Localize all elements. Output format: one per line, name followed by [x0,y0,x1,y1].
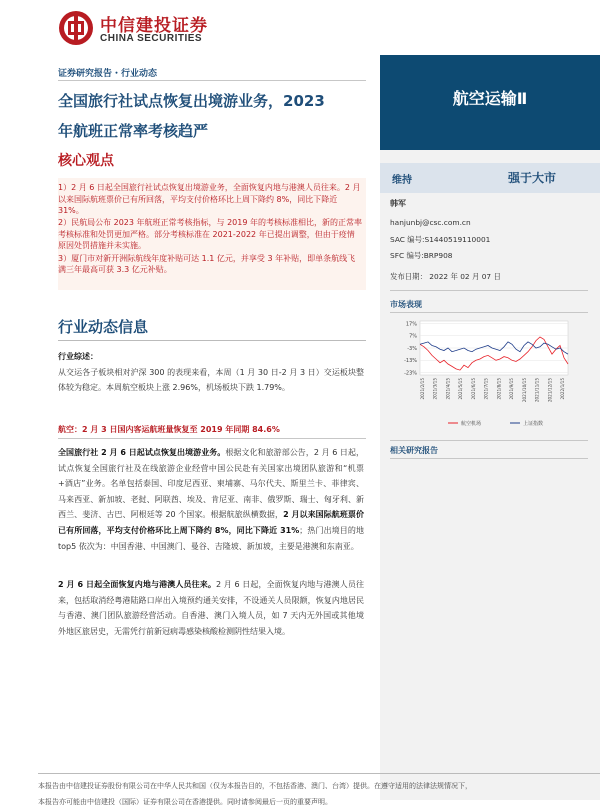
rating-action: 维持 [392,175,412,186]
paragraph-hk-macao [58,577,364,639]
report-title-line1: 全国旅行社试点恢复出境游业务，2023 [58,92,325,110]
company-logo [58,10,94,46]
chart-x-tick-label: 2021/4/15 [445,378,451,400]
rating-value: 强于大市 [508,171,557,185]
industry-summary [58,349,364,396]
footer-line2: 本报告亦可能由中信建投（国际）证券有限公司在香港提供。同时请参阅最后一页的重要声明。 [38,798,332,806]
key-point-item: 3）厦门市对新开洲际航线年度补贴可达 1.1 亿元，并享受 3 年补贴，即单条航线飞满三年最高可获 3.3 亿元补贴。 [58,253,356,275]
chart-legend-label: 上证指数 [523,421,544,427]
footer-divider [38,773,600,774]
footer-line1: 本报告由中信建投证券股份有限公司在中华人民共和国（仅为本报告目的，不包括香港、澳门、台湾）提供。在遵守适用的法律法规情况下， [38,782,472,790]
market-performance-chart [390,315,588,435]
chart-x-tick-label: 2021/10/15 [521,378,527,403]
report-type: 证券研究报告・行业动态 [58,69,158,79]
divider [58,80,366,81]
aviation-flash: 航空：2 月 3 日国内客运航班量恢复至 2019 年同期 84.6% [58,425,280,434]
market-performance-heading: 市场表现 [390,300,422,309]
publish-date: 发布日期： 2022 年 02 月 07 日 [390,272,501,281]
logo-english-name: CHINA SECURITIES [100,33,203,44]
key-points-heading: 核心观点 [58,153,114,169]
analyst-sfc: SFC 编号:BRP908 [390,251,453,260]
report-title [58,86,376,146]
para1-tail: ；热门出境目的地 top5 依次为：中国香港、中国澳门、曼谷、吉隆坡、新加坡，主要是港澳和东南亚。 [58,525,364,551]
divider [390,458,588,459]
chart-x-tick-label: 2021/9/15 [509,378,515,400]
analyst-name: 韩军 [390,199,406,208]
chart-legend-label: 航空机场 [461,421,482,427]
chart-y-tick-label: 17% [405,321,417,328]
summary-text: 从交运各子板块相对沪深 300 的表现来看，本周（1 月 30 日-2 月 3 日）交运板块整体较为稳定。本周航空板块上涨 2.96%，机场板块下跌 1.79%。 [58,367,364,393]
paragraph-outbound-tourism [58,445,364,554]
para1-lead: 全国旅行社 2 月 6 日起试点恢复出境游业务。 [58,448,226,457]
key-point-item: 1）2 月 6 日起全国旅行社试点恢复出境游业务，全面恢复内地与港澳人员往来。2 月以来国际航班票价已有所回落，平均支付价格环比上周下降约 8%，同比下降近 31%。 [58,183,361,216]
divider [390,290,588,291]
chart-y-tick-label: -13% [404,358,417,365]
key-points-list [58,182,362,276]
footer-disclaimer [38,778,598,810]
chart-x-tick-label: 2021/8/15 [496,378,502,400]
analyst-email[interactable]: hanjunbj@csc.com.cn [390,218,471,227]
chart-x-tick-label: 2021/2/15 [420,378,425,400]
para1-text: 根据文化和旅游部公告，2 月 6 日起，试点恢复全国旅行社及在线旅游企业经营中国公民赴有关国家出境团队旅游和“机票+酒店”业务。名单包括泰国、印度尼西亚、柬埔寨、马尔代夫、斯里兰卡、菲律宾、马来西亚、新加坡、老挝、阿联酋、埃及、肯尼亚、南非、俄罗斯、瑞士、匈牙利、新西兰、斐济、古巴、阿根廷等 20 个国家。根据航旅纵横数据， [58,448,364,520]
key-point-item: 2）民航局公布 2023 年航班正常考核指标，与 2019 年的考核标准相比，新的正常率考核标准和处罚更加严格。部分考核标准在 2021-2022 年已提出调整，但由于疫情原因处罚措施并未实施。 [58,218,362,251]
chart-y-tick-label: -3% [407,345,417,352]
industry-heading: 行业动态信息 [58,318,149,336]
divider [390,312,588,313]
rating-band [380,163,600,193]
chart-x-tick-label: 2021/7/15 [483,378,489,400]
chart-x-tick-label: 2021/11/15 [534,378,540,403]
summary-label: 行业综述： [58,352,98,361]
para2-lead: 2 月 6 日起全面恢复内地与港澳人员往来。 [58,580,216,589]
sidebar [380,150,600,800]
divider [58,340,366,341]
chart-x-tick-label: 2021/3/15 [432,378,438,400]
logo-chinese-name: 中信建投证券 [100,16,208,36]
chart-y-tick-label: -23% [404,370,417,377]
chart-x-tick-label: 2022/1/15 [560,378,565,400]
divider [390,440,588,441]
para2-text: 2 月 6 日起，全面恢复内地与港澳人员往来，包括取消经粤港陆路口岸出入境预约通关安排，不设通关人员限额，恢复内地居民与香港、澳门团队旅游经营活动。自香港、澳门入境人员，如 7 天内无外国或其他境外地区旅居史，无需凭行前新冠病毒感染核酸检测阴性结果入境。 [58,580,364,636]
divider [58,438,366,439]
chart-x-tick-label: 2021/5/15 [458,378,464,400]
para1-highlight: 2 月以来国际航班票价已有所回落，平均支付价格环比上周下降约 8%，同比下降近 31% [58,510,364,535]
chart-x-tick-label: 2021/12/15 [547,378,553,403]
sector-title: 航空运输Ⅱ [452,89,528,108]
analyst-sac: SAC 编号:S1440519110001 [390,235,491,244]
chart-y-tick-label: 7% [409,333,417,340]
report-title-line2: 年航班正常率考核趋严 [58,122,209,140]
chart-x-tick-label: 2021/6/15 [470,378,476,400]
related-research-heading: 相关研究报告 [390,446,438,455]
